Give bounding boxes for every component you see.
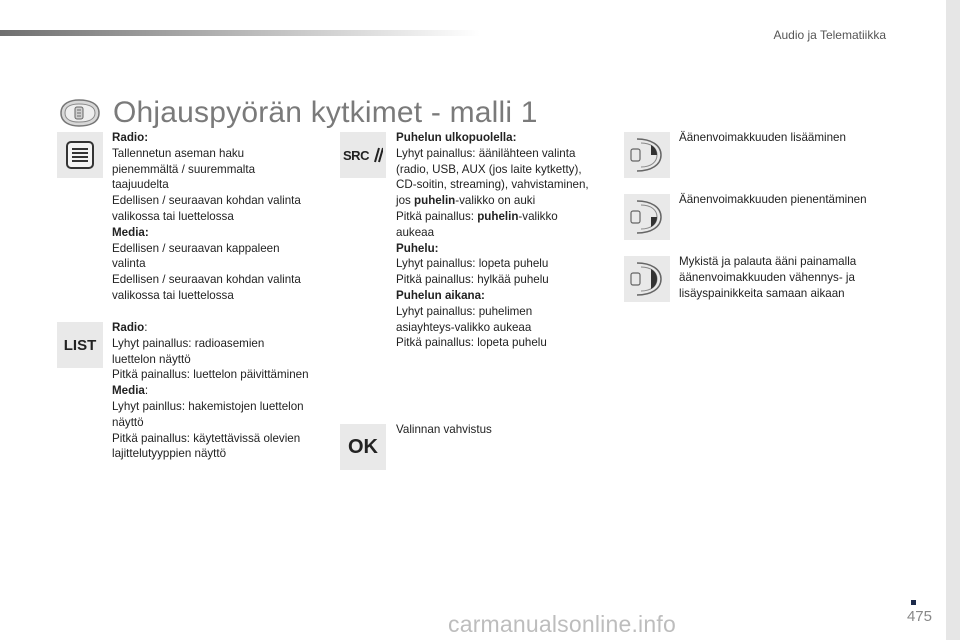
- desc-line: Edellisen / seuraavan kohdan valinta: [112, 273, 301, 287]
- list-button-label: LIST: [63, 336, 97, 354]
- page-marker: [911, 600, 916, 605]
- desc-fragment: Pitkä painallus:: [396, 209, 478, 223]
- desc-line: pienemmältä / suuremmalta: [112, 162, 256, 176]
- steering-wheel-switch-icon: [55, 97, 103, 129]
- desc-line: valikossa tai luettelossa: [112, 288, 234, 302]
- desc-line: valinta: [112, 257, 146, 271]
- media-heading-colon: :: [144, 384, 149, 398]
- radio-heading-colon: :: [144, 321, 148, 334]
- desc-line: Valinnan vahvistus: [396, 423, 492, 436]
- radio-media-wheel-description: [112, 130, 301, 304]
- watermark: carmanualsonline.info: [448, 611, 676, 637]
- outside-call-heading: Puhelun ulkopuolella:: [396, 131, 517, 144]
- volume-down-description: [679, 192, 867, 208]
- desc-line: CD-soitin, streaming), vahvistaminen,: [396, 178, 589, 192]
- section-heading: Radio:: [112, 131, 149, 144]
- volume-down-switch-icon: [624, 194, 670, 240]
- desc-line: luettelon näyttö: [112, 352, 191, 366]
- src-button-description: [396, 130, 589, 351]
- desc-line: Pitkä painallus: käytettävissä olevien: [112, 431, 301, 445]
- desc-line: Äänenvoimakkuuden pienentäminen: [679, 193, 867, 206]
- during-call-heading: Puhelun aikana:: [396, 288, 485, 302]
- desc-fragment: -valikko on auki: [455, 194, 536, 208]
- section-heading: Media:: [112, 225, 149, 239]
- src-button-icon: [340, 132, 386, 178]
- desc-fragment: -valikko: [518, 209, 558, 223]
- radio-heading: Radio: [112, 321, 145, 334]
- desc-line: näyttö: [112, 415, 144, 429]
- volume-up-description: [679, 130, 846, 146]
- desc-line: Lyhyt painallus: äänilähteen valinta: [396, 146, 576, 160]
- desc-line: (radio, USB, AUX (jos laite kytketty),: [396, 162, 582, 176]
- call-heading: Puhelu:: [396, 241, 439, 255]
- desc-line: Pitkä painallus: hylkää puhelu: [396, 273, 549, 287]
- desc-line: Pitkä painallus: lopeta puhelu: [396, 336, 547, 350]
- thumbwheel-icon: [57, 132, 103, 178]
- desc-line: lisäyspainikkeita samaan aikaan: [679, 286, 845, 300]
- section-title: Audio ja Telematiikka: [773, 28, 886, 42]
- src-button-label: SRC: [343, 147, 369, 163]
- header-gradient-bar: [0, 30, 480, 36]
- list-button-description: [112, 320, 309, 462]
- ok-button-label: OK: [348, 435, 378, 458]
- desc-line: Lyhyt painllus: hakemistojen luettelon: [112, 399, 304, 413]
- ok-button-icon: [340, 424, 386, 470]
- desc-line: lajittelutyyppien näyttö: [112, 447, 227, 461]
- media-heading: Media: [112, 384, 145, 398]
- mute-switch-icon: [624, 256, 670, 302]
- list-button-icon: [57, 322, 103, 368]
- desc-line: Lyhyt painallus: radioasemien: [112, 336, 265, 350]
- ok-button-description: [396, 422, 492, 438]
- desc-line: valikossa tai luettelossa: [112, 209, 234, 223]
- phone-menu-term: puhelin: [477, 209, 519, 223]
- phone-slash-icon: [371, 147, 383, 163]
- desc-line: Edellisen / seuraavan kohdan valinta: [112, 194, 301, 208]
- desc-line: taajuudelta: [112, 178, 169, 192]
- desc-line: Edellisen / seuraavan kappaleen: [112, 241, 280, 255]
- desc-line: Äänenvoimakkuuden lisääminen: [679, 131, 846, 144]
- desc-line: Lyhyt painallus: lopeta puhelu: [396, 257, 549, 271]
- desc-line: äänenvoimakkuuden vähennys- ja: [679, 270, 855, 284]
- phone-menu-term: puhelin: [414, 194, 456, 208]
- desc-line: aukeaa: [396, 225, 435, 239]
- desc-line: Tallennetun aseman haku: [112, 146, 245, 160]
- desc-line: Pitkä painallus: luettelon päivittäminen: [112, 368, 309, 382]
- volume-up-switch-icon: [624, 132, 670, 178]
- desc-line: asiayhteys-valikko aukeaa: [396, 320, 532, 334]
- mute-description: [679, 254, 856, 301]
- page-number: 475: [906, 608, 932, 625]
- page-edge-strip: [946, 0, 960, 640]
- desc-fragment: jos: [396, 194, 415, 208]
- desc-line: Mykistä ja palauta ääni painamalla: [679, 255, 857, 268]
- page-title: Ohjauspyörän kytkimet - malli 1: [113, 96, 538, 130]
- desc-line: Lyhyt painallus: puhelimen: [396, 304, 533, 318]
